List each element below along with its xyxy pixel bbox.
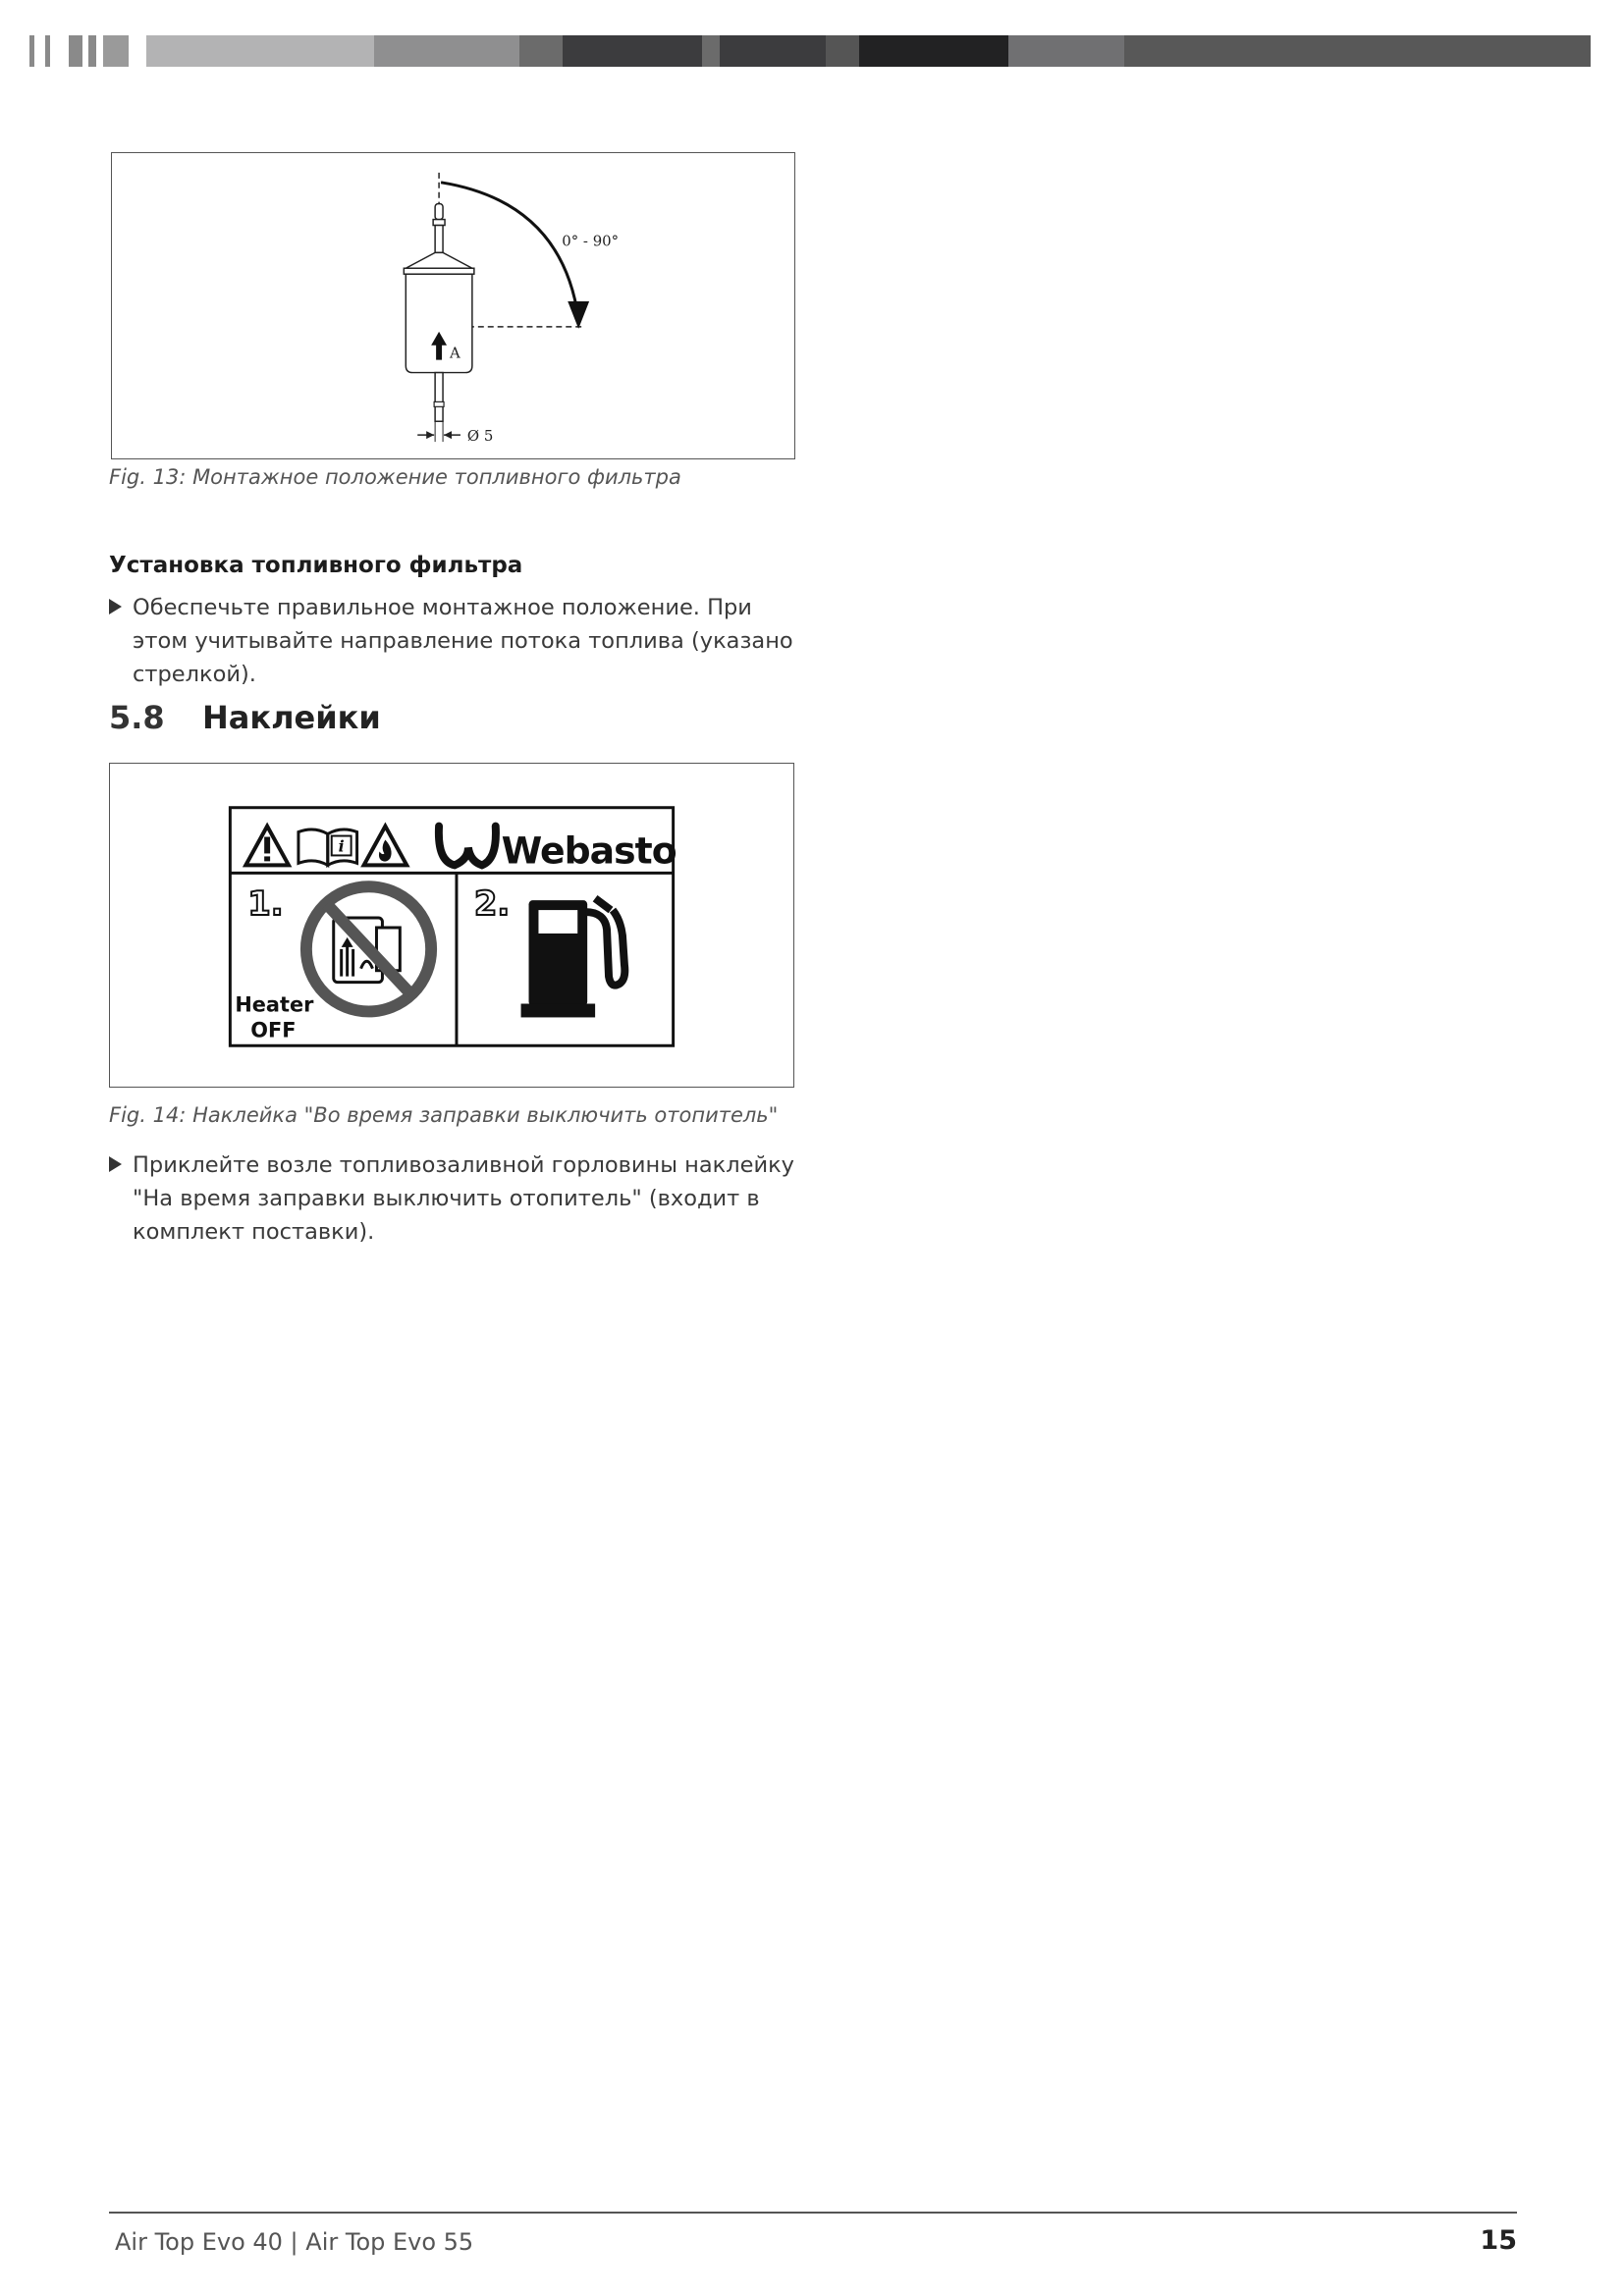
section-title: Наклейки (202, 699, 381, 736)
header-bar (29, 35, 1600, 67)
figure-14-caption: Fig. 14: Наклейка "Во время заправки выключить отопитель" (109, 1103, 779, 1127)
header-bar-segment (88, 35, 96, 67)
install-bullet-text: Обеспечьте правильное монтажное положение. При этом учитывайте направление потока топлива (указано стрелкой). (133, 595, 793, 687)
header-bar-segment (519, 35, 563, 67)
fuel-filter-diagram (112, 153, 794, 458)
header-bar-segment (720, 35, 826, 67)
header-bar-segment (826, 35, 859, 67)
sticker-diagram (110, 764, 793, 1087)
page-number: 15 (1480, 2225, 1517, 2256)
diameter-label: Ø 5 (466, 427, 494, 446)
bullet-triangle-icon (109, 1156, 122, 1172)
header-bar-segment (1124, 35, 1591, 67)
header-bar-segment (146, 35, 374, 67)
header-bar-segment (45, 35, 50, 67)
header-bar-segment (69, 35, 82, 67)
sticker-figure (109, 763, 794, 1088)
header-bar-segment (29, 35, 34, 67)
bullet-triangle-icon (109, 599, 122, 614)
footer-divider (109, 2212, 1517, 2214)
angle-range-label: 0° - 90° (562, 232, 620, 250)
section-heading (109, 699, 381, 736)
fuel-filter-mounting-figure (111, 152, 795, 459)
step-two-label: 2. (473, 884, 511, 924)
header-bar-segment (103, 35, 129, 67)
flow-direction-label: A (450, 344, 460, 362)
off-label: OFF (250, 1018, 297, 1042)
section-number: 5.8 (109, 699, 165, 736)
figure-13-caption: Fig. 13: Монтажное положение топливного фильтра (109, 465, 681, 489)
header-bar-segment (563, 35, 702, 67)
step-one-label: 1. (247, 884, 284, 924)
header-bar-segment (1008, 35, 1124, 67)
install-bullet (109, 591, 796, 691)
heater-label: Heater (235, 992, 314, 1017)
footer-model-name: Air Top Evo 40 | Air Top Evo 55 (115, 2228, 474, 2256)
sticker-bullet (109, 1148, 796, 1249)
header-bar-segment (374, 35, 519, 67)
install-fuel-filter-heading: Установка топливного фильтра (109, 553, 523, 578)
svg-text:Webasto: Webasto (501, 828, 677, 873)
header-bar-segment (702, 35, 720, 67)
svg-text:i: i (338, 836, 345, 856)
header-bar-segment (859, 35, 1008, 67)
sticker-bullet-text: Приклейте возле топливозаливной горловины наклейку "На время заправки выключить отопитель" (входит в комплект поставки). (133, 1152, 794, 1245)
